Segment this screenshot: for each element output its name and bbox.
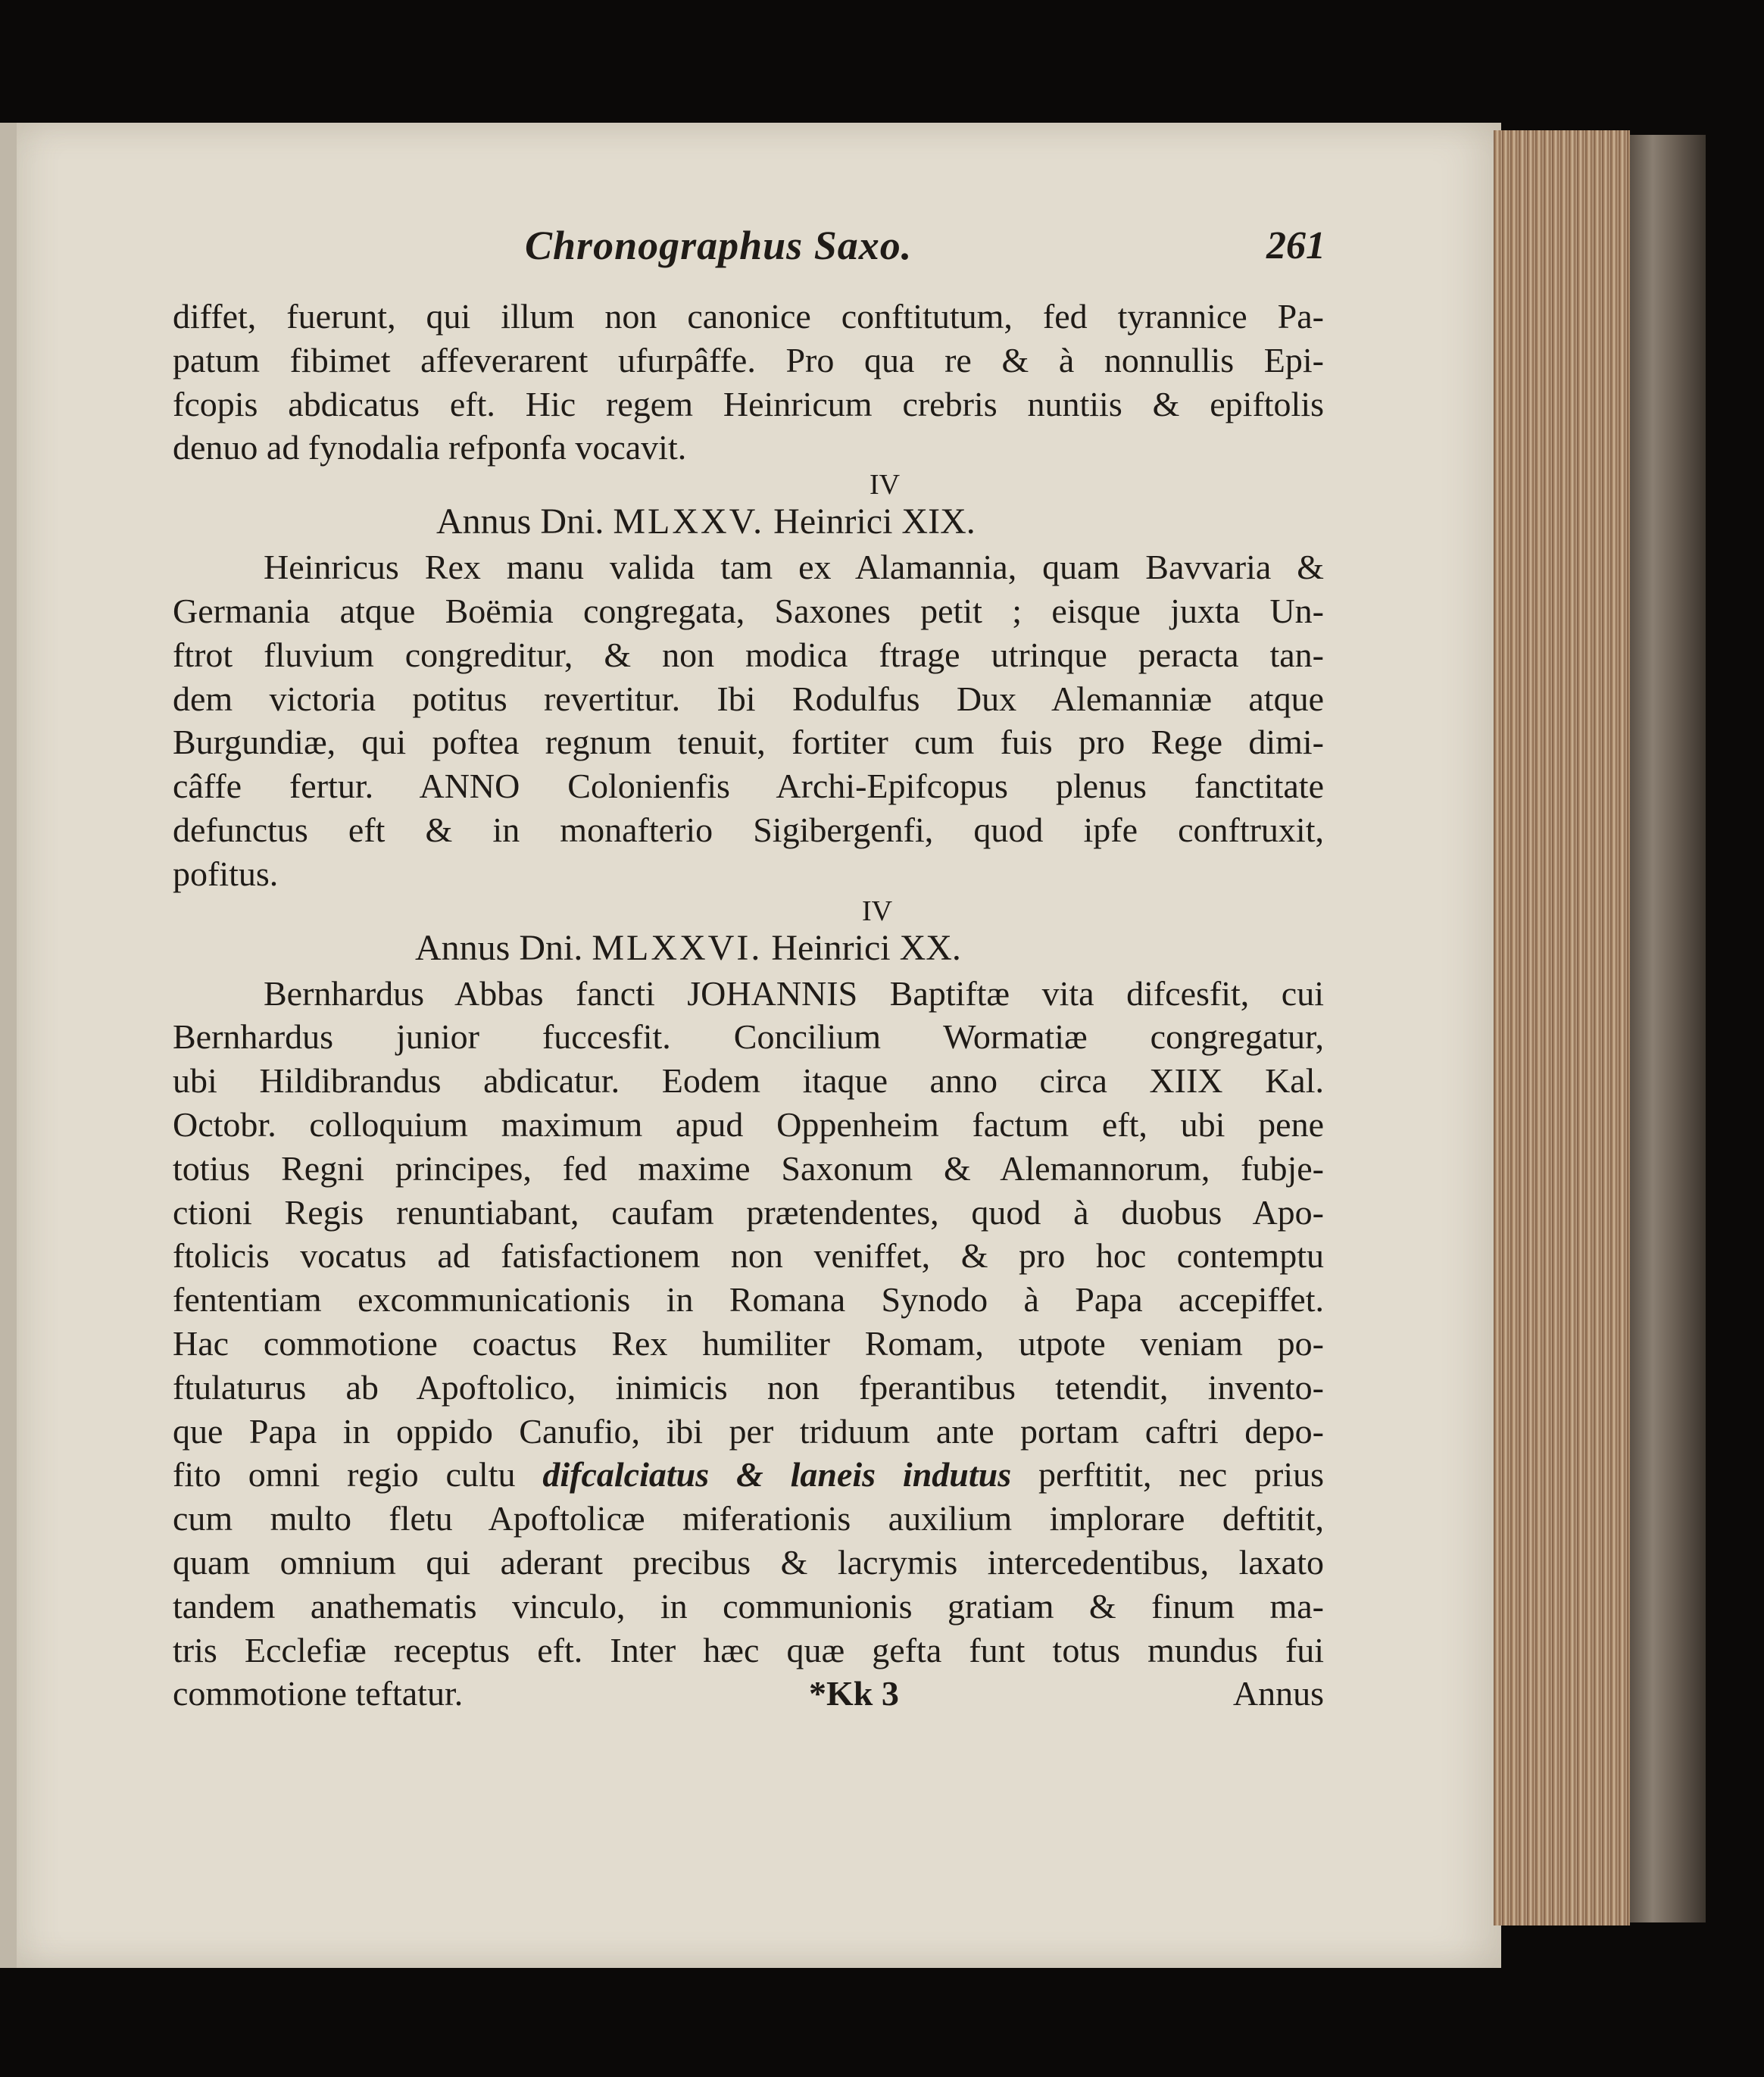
catchword: Annus xyxy=(1232,1674,1324,1713)
section-1076 xyxy=(173,896,1324,1673)
year-heading xyxy=(173,500,1324,545)
text-line: tandem anathematis vinculo, in communionis gratiam & finum ma- xyxy=(173,1586,1324,1626)
text-line-with-italic xyxy=(173,1453,1324,1497)
section-numeral: IV xyxy=(870,469,901,501)
text-line: Bernhardus Abbas fancti JOHANNIS Baptiftæ vita difcesfit, cui xyxy=(264,973,1324,1013)
year-heading-numerals: MLXXV. xyxy=(613,501,765,542)
text-line: pofitus. xyxy=(173,854,279,893)
text-line: patum fibimet affeverarent ufurpâffe. Pro qua re & à nonnullis Epi- xyxy=(173,340,1324,379)
text-line: Octobr. colloquium maximum apud Oppenheim factum eft, ubi pene xyxy=(173,1104,1324,1144)
text-line: cum multo fletu Apoftolicæ miferationis auxilium implorare deftitit, xyxy=(173,1499,1324,1538)
text-line: Bernhardus junior fuccesfit. Concilium Wormatiæ congregatur, xyxy=(173,1017,1324,1057)
text-line: quam omnium qui aderant precibus & lacrymis intercedentibus, laxato xyxy=(173,1542,1324,1582)
year-heading-prefix: Annus Dni. xyxy=(436,501,604,542)
year-heading-prefix: Annus Dni. xyxy=(415,927,583,968)
year-heading xyxy=(173,926,1324,972)
text-line: ftulaturus ab Apoftolico, inimicis non fperantibus tetendit, invento- xyxy=(173,1367,1324,1407)
final-text-line: commotione teftatur. xyxy=(173,1674,464,1713)
text-line: dem victoria potitus revertitur. Ibi Rodulfus Dux Alemanniæ atque xyxy=(173,679,1324,718)
text-line: fententiam excommunicationis in Romana Synodo à Papa accepiffet. xyxy=(173,1280,1324,1320)
page-footer xyxy=(173,1672,1324,1716)
text-segment: perftitit, nec prius xyxy=(1038,1455,1324,1495)
page-header xyxy=(173,214,1324,278)
section-1075 xyxy=(173,470,1324,895)
section-numeral: IV xyxy=(862,895,893,927)
text-line: diffet, fuerunt, qui illum non canonice conftitutum, fed tyrannice Pa- xyxy=(173,297,1324,336)
text-line: Germania atque Boëmia congregata, Saxones petit ; eisque juxta Un- xyxy=(173,591,1324,630)
text-line: Heinricus Rex manu valida tam ex Alamannia, quam Bavvaria & xyxy=(264,548,1324,587)
text-line: fcopis abdicatus eft. Hic regem Heinricum crebris nuntiis & epiftolis xyxy=(173,384,1324,423)
year-heading-suffix: Heinrici XIX. xyxy=(773,501,976,542)
text-line: totius Regni principes, fed maxime Saxonum & Alemannorum, fubje- xyxy=(173,1148,1324,1188)
page-block-edge xyxy=(1494,130,1630,1926)
text-line: câffe fertur. ANNO Colonienfis Archi-Epifcopus plenus fanctitate xyxy=(173,767,1324,806)
text-line: ubi Hildibrandus abdicatur. Eodem itaque anno circa XIIX Kal. xyxy=(173,1061,1324,1101)
year-heading-numerals: MLXXVI. xyxy=(592,927,763,968)
text-segment: fito omni regio cultu xyxy=(173,1455,516,1495)
text-line: que Papa in oppido Canufio, ibi per triduum ante portam caftri depo- xyxy=(173,1411,1324,1451)
text-line: ftrot fluvium congreditur, & non modica ftrage utrinque peracta tan- xyxy=(173,635,1324,674)
text-line: ctioni Regis renuntiabant, caufam prætendentes, quod à duobus Apo- xyxy=(173,1192,1324,1232)
text-line: defunctus eft & in monafterio Sigibergenfi, quod ipfe conftruxit, xyxy=(173,810,1324,849)
running-title: Chronographus Saxo. xyxy=(525,223,913,268)
signature-mark: *Kk 3 xyxy=(809,1674,899,1713)
book-cover xyxy=(1630,135,1706,1922)
page-text xyxy=(173,214,1324,1716)
text-line: ftolicis vocatus ad fatisfactionem non veniffet, & pro hoc contemptu xyxy=(173,1236,1324,1276)
text-line: denuo ad fynodalia refponfa vocavit. xyxy=(173,428,687,467)
italic-phrase: difcalciatus & laneis indutus xyxy=(542,1455,1012,1495)
paragraph-1 xyxy=(173,295,1324,470)
year-heading-suffix: Heinrici XX. xyxy=(771,927,961,968)
page-number: 261 xyxy=(1266,224,1325,267)
text-line: Burgundiæ, qui poftea regnum tenuit, fortiter cum fuis pro Rege dimi- xyxy=(173,723,1324,762)
text-line: Hac commotione coactus Rex humiliter Romam, utpote veniam po- xyxy=(173,1323,1324,1363)
text-line: tris Ecclefiæ receptus eft. Inter hæc quæ gefta funt totus mundus fui xyxy=(173,1630,1324,1669)
